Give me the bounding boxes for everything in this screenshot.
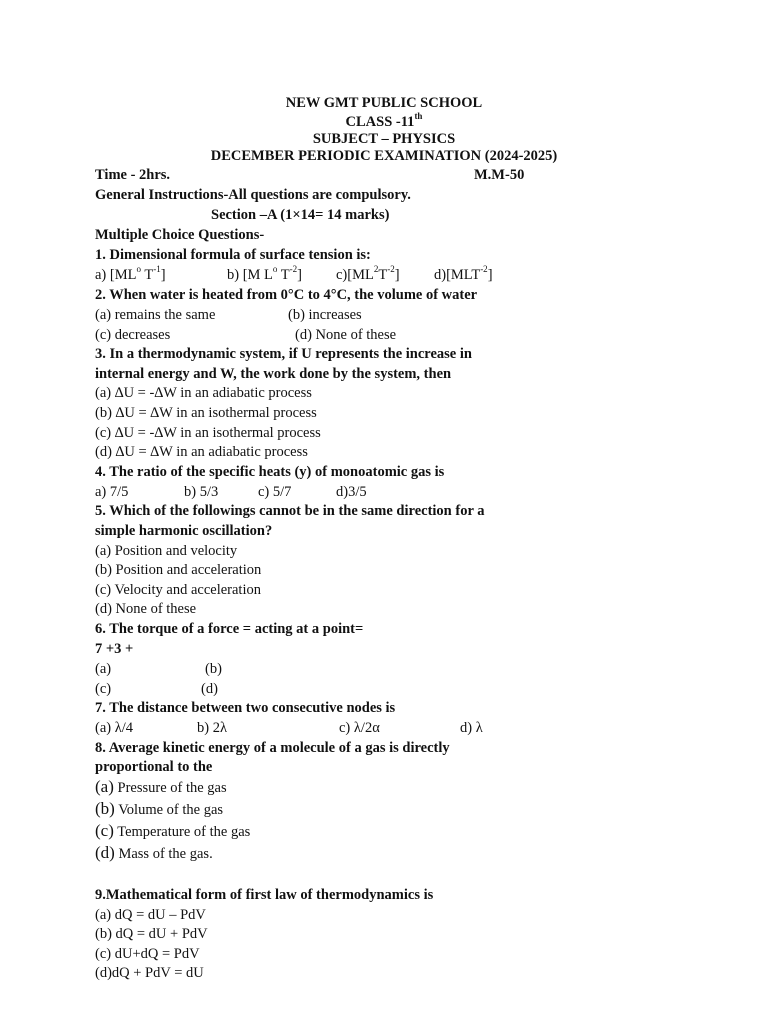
- q5-option-b: (b) Position and acceleration: [95, 562, 262, 578]
- q8a-label: (a): [95, 777, 114, 796]
- q7-option-a: (a) λ/4: [95, 720, 134, 736]
- q7-option-c: c) λ/2α: [339, 720, 380, 736]
- class-line: [0, 113, 768, 131]
- q8d-text: Mass of the gas.: [114, 846, 213, 862]
- q7-option-b: b) 2λ: [197, 720, 227, 736]
- q2-option-b: (b) increases: [288, 307, 362, 323]
- q4-option-c: c) 5/7: [258, 484, 292, 500]
- class-sup: th: [414, 111, 423, 122]
- q5-option-d: (d) None of these: [95, 601, 197, 617]
- q1a-sup2: -1: [153, 264, 161, 275]
- time-label: Time - 2hrs.: [95, 167, 171, 183]
- q1a-mid: T: [140, 267, 154, 283]
- q3-option-b: (b) ∆U = ∆W in an isothermal process: [95, 405, 317, 421]
- question-8-line-2: proportional to the: [95, 759, 213, 775]
- q6-option-a: (a): [95, 661, 112, 677]
- q1-option-b: [227, 266, 302, 284]
- subject-line: SUBJECT – PHYSICS: [312, 131, 456, 147]
- school-name: NEW GMT PUBLIC SCHOOL: [285, 95, 483, 111]
- q1c-sup1: 2: [373, 264, 379, 275]
- question-7: 7. The distance between two consecutive nodes is: [95, 700, 396, 716]
- q8c-label: (c): [95, 821, 114, 840]
- q5-option-a: (a) Position and velocity: [95, 543, 238, 559]
- q7-option-d: d) λ: [460, 720, 483, 736]
- question-5-line-2: simple harmonic oscillation?: [95, 523, 273, 539]
- question-6: 6. The torque of a force = acting at a point=: [95, 621, 364, 637]
- q8b-text: Volume of the gas: [114, 802, 224, 818]
- question-3-line-1: 3. In a thermodynamic system, if U represents the increase in: [95, 346, 472, 362]
- q9-option-c: (c) dU+dQ = PdV: [95, 946, 200, 962]
- question-5-line-1: 5. Which of the followings cannot be in the same direction for a: [95, 503, 485, 519]
- q8-option-a: [95, 778, 227, 797]
- q1-option-c: [336, 266, 400, 284]
- q8-option-c: [95, 822, 250, 841]
- q6-expression: 7 +3 +: [95, 641, 134, 657]
- q8c-text: Temperature of the gas: [113, 824, 251, 840]
- q3-option-a: (a) ∆U = -∆W in an adiabatic process: [95, 385, 312, 401]
- q3-option-d: (d) ∆U = ∆W in an adiabatic process: [95, 444, 308, 460]
- q2-option-c: (c) decreases: [95, 327, 171, 343]
- q2-option-a: (a) remains the same: [95, 307, 216, 323]
- q9-option-b: (b) dQ = dU + PdV: [95, 926, 208, 942]
- q1c-mid: T: [378, 267, 388, 283]
- q4-option-a: a) 7/5: [95, 484, 129, 500]
- q6-option-c: (c): [95, 681, 112, 697]
- q1d-text: d)[MLT: [434, 267, 481, 283]
- q9-option-a: (a) dQ = dU – PdV: [95, 907, 206, 923]
- q1b-mid: T: [277, 267, 290, 283]
- q1b-sup1: o: [272, 264, 278, 275]
- q6-option-b: (b): [205, 661, 222, 677]
- section-heading: Section –A (1×14= 14 marks): [211, 207, 390, 223]
- q1b-sup2: -2: [289, 264, 298, 275]
- q1d-sup1: -2: [480, 264, 488, 275]
- general-instructions: General Instructions-All questions are compulsory.: [95, 187, 411, 203]
- q1c-end: ]: [394, 267, 400, 283]
- q9-option-d: (d)dQ + PdV = dU: [95, 965, 204, 981]
- q6-option-d: (d): [201, 681, 218, 697]
- q1b-text: b) [M L: [227, 267, 273, 283]
- question-9: 9.Mathematical form of first law of thermodynamics is: [95, 887, 434, 903]
- q4-option-d: d)3/5: [336, 484, 367, 500]
- q8d-label: (d): [95, 843, 115, 862]
- question-2: 2. When water is heated from 0°C to 4°C, the volume of water: [95, 287, 478, 303]
- q3-option-c: (c) ∆U = -∆W in an isothermal process: [95, 425, 321, 441]
- q8b-label: (b): [95, 799, 115, 818]
- max-marks: M.M-50: [474, 167, 525, 183]
- question-3-line-2: internal energy and W, the work done by the system, then: [95, 366, 452, 382]
- class-text: CLASS -11: [345, 114, 415, 130]
- q1a-text: a) [ML: [95, 267, 137, 283]
- q1c-text: c)[ML: [336, 267, 374, 283]
- q1d-end: ]: [487, 267, 493, 283]
- q8-option-d: [95, 844, 213, 863]
- q2-option-d: (d) None of these: [295, 327, 397, 343]
- q8-option-b: [95, 800, 223, 819]
- question-8-line-1: 8. Average kinetic energy of a molecule of a gas is directly: [95, 740, 450, 756]
- q1a-end: ]: [160, 267, 166, 283]
- q1b-end: ]: [297, 267, 302, 283]
- q1-option-d: [434, 266, 493, 284]
- q4-option-b: b) 5/3: [184, 484, 219, 500]
- exam-title: DECEMBER PERIODIC EXAMINATION (2024-2025): [210, 148, 558, 164]
- q1c-sup2: -2: [387, 264, 395, 275]
- q5-option-c: (c) Velocity and acceleration: [95, 582, 261, 598]
- q1a-sup1: o: [136, 264, 141, 275]
- q8a-text: Pressure of the gas: [113, 780, 227, 796]
- mcq-heading: Multiple Choice Questions-: [95, 227, 265, 243]
- question-4: 4. The ratio of the specific heats (y) of monoatomic gas is: [95, 464, 445, 480]
- q1-option-a: [95, 266, 166, 284]
- question-1: 1. Dimensional formula of surface tension is:: [95, 247, 371, 263]
